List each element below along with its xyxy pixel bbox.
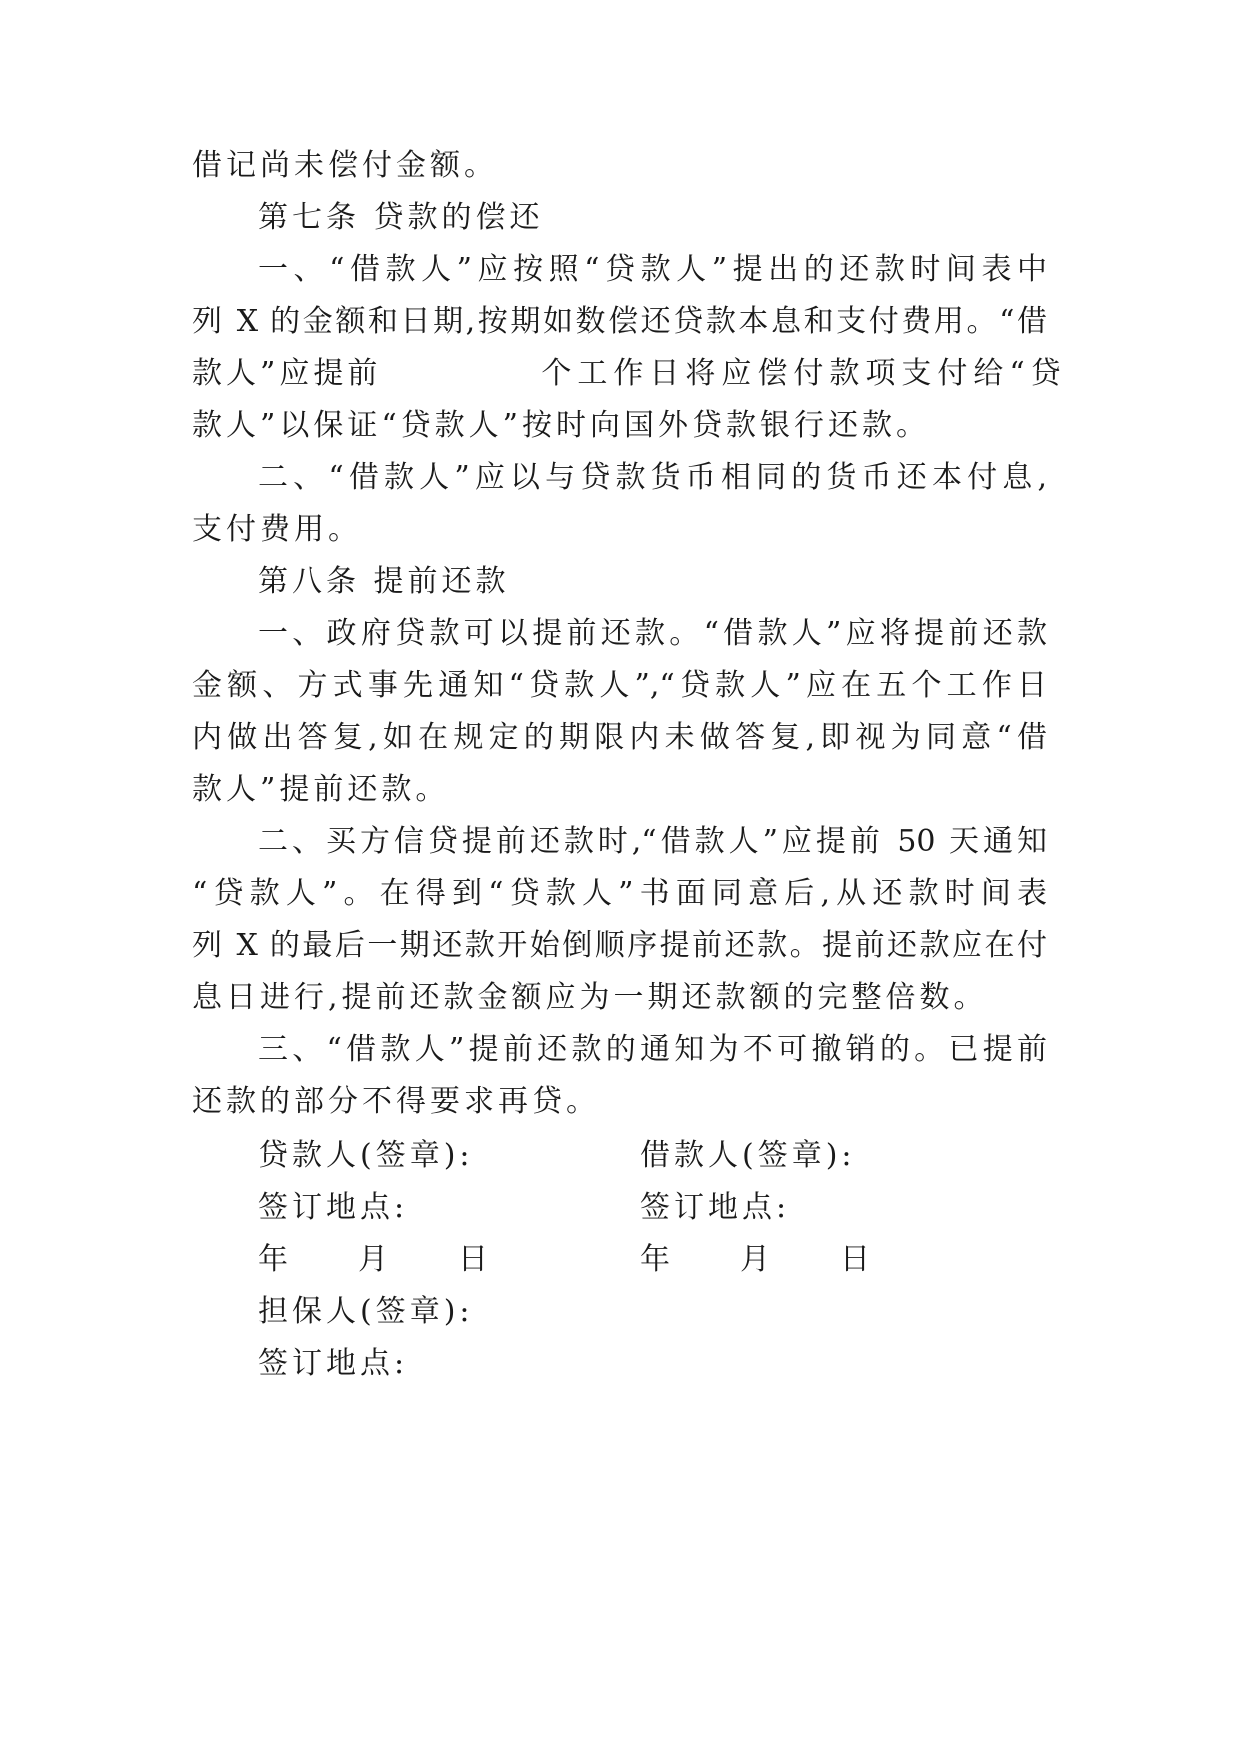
paragraph-line: 二、“借款人”应以与贷款货币相同的货币还本付息, (258, 460, 1047, 495)
paragraph-line: 借记尚未偿付金额。 (192, 148, 498, 183)
paragraph-line: 三、“借款人”提前还款的通知为不可撤销的。已提前 (258, 1032, 1047, 1067)
article-8-heading: 第八条 提前还款 (258, 564, 510, 599)
year-label: 年 (258, 1242, 292, 1277)
day-label: 日 (840, 1242, 874, 1277)
guarantor-place-label: 签订地点: (258, 1346, 409, 1381)
lender-place-label: 签订地点: (258, 1190, 409, 1225)
paragraph-line: 一、“借款人”应按照“贷款人”提出的还款时间表中 (258, 252, 1047, 287)
day-label: 日 (458, 1242, 492, 1277)
paragraph-line: 支付费用。 (192, 512, 362, 547)
article-7-heading: 第七条 贷款的偿还 (258, 200, 544, 235)
paragraph-line: 一、政府贷款可以提前还款。“借款人”应将提前还款 (258, 616, 1047, 651)
paragraph-line: 列 X 的金额和日期,按期如数偿还贷款本息和支付费用。“借 (192, 304, 1047, 339)
text-after-blank: 个工作日将应偿付款项支付给“贷 (541, 356, 1067, 391)
paragraph-line: 内做出答复,如在规定的期限内未做答复,即视为同意“借 (192, 720, 1047, 755)
month-label: 月 (358, 1242, 392, 1277)
paragraph-line: 列 X 的最后一期还款开始倒顺序提前还款。提前还款应在付 (192, 928, 1047, 963)
month-label: 月 (740, 1242, 774, 1277)
paragraph-line: 款人”以保证“贷款人”按时向国外贷款银行还款。 (192, 408, 931, 443)
guarantor-signature-label: 担保人(签章): (258, 1294, 474, 1329)
paragraph-line: 金额、方式事先通知“贷款人”,“贷款人”应在五个工作日 (192, 668, 1047, 703)
paragraph-line: 还款的部分不得要求再贷。 (192, 1084, 600, 1119)
borrower-date (640, 1240, 874, 1280)
lender-signature-label: 贷款人(签章): (258, 1138, 474, 1173)
paragraph-line: 款人”提前还款。 (192, 772, 450, 807)
paragraph-line: 二、买方信贷提前还款时,“借款人”应提前 50 天通知 (258, 824, 1047, 859)
year-label: 年 (640, 1242, 674, 1277)
borrower-place-label: 签订地点: (640, 1190, 791, 1225)
paragraph-line-with-blank (192, 354, 1067, 394)
borrower-signature-label: 借款人(签章): (640, 1138, 856, 1173)
paragraph-line: 息日进行,提前还款金额应为一期还款额的完整倍数。 (192, 980, 988, 1015)
paragraph-line: “贷款人”。在得到“贷款人”书面同意后,从还款时间表 (192, 876, 1047, 911)
text-before-blank: 款人”应提前 (192, 356, 382, 391)
lender-date (258, 1240, 492, 1280)
